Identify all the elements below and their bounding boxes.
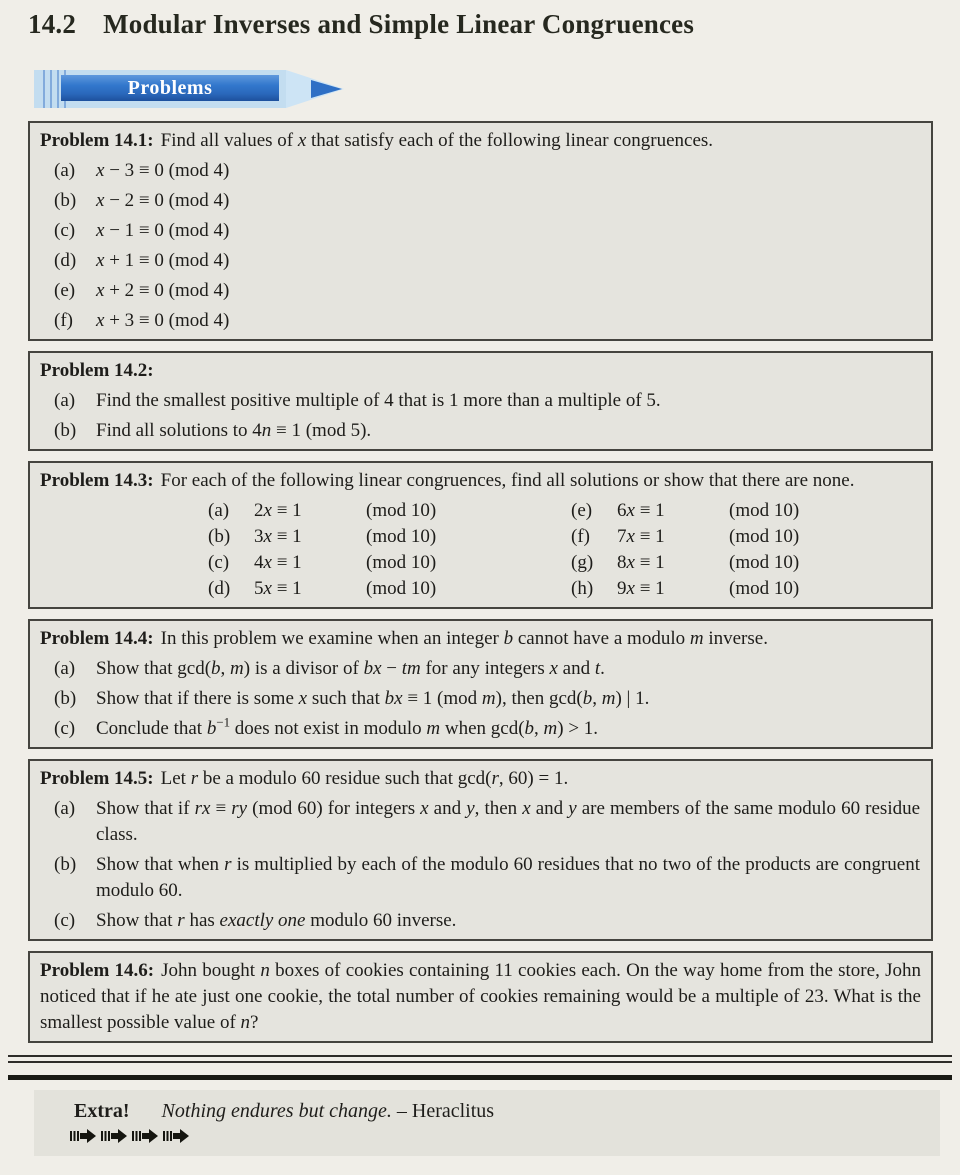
problem-items [40,388,921,444]
item-text: x + 2 ≡ 0 (mod 4) [96,280,230,301]
problem-item [54,278,921,304]
item-text: Show that gcd(b, m) is a divisor of bx − tm for any integers x and t. [96,658,605,679]
problem-item [54,388,921,414]
congruence-tag: (g) [571,552,594,573]
problem-intro: John bought n boxes of cookies containing 11 cookies each. On the way home from the store, John noticed that if he ate just one cookie, the total number of cookies remaining would be a multiple of 23. What is the smallest possible value of n? [40,960,921,1033]
problem-intro: Find all values of x that satisfy each of the following linear congruences. [160,130,714,151]
problem-item [54,716,921,742]
congruence-equation: 3x ≡ 1 [254,526,302,547]
pencil-tip-icon [311,80,342,98]
item-tag: (d) [54,250,77,271]
problem-item [54,308,921,334]
extra-section [34,1090,940,1156]
problem-item [54,418,921,444]
extra-label: Extra! [74,1100,130,1122]
item-text: Show that r has exactly one modulo 60 inverse. [96,910,457,931]
congruence-equation: 6x ≡ 1 [617,500,665,521]
section-number: 14.2 [28,9,77,39]
problem-box-14-3 [28,461,933,609]
congruence-equation: 7x ≡ 1 [617,526,665,547]
item-tag: (a) [54,658,76,679]
congruence-mod: (mod 10) [729,500,800,521]
congruence-equation: 5x ≡ 1 [254,578,302,599]
problem-label: Problem 14.3: [40,470,154,491]
congruence-grid [208,499,921,600]
problem-statement [40,958,921,1036]
extra-quote: Nothing endures but change. – Heraclitus [161,1100,495,1122]
thick-rule [8,1075,952,1080]
problem-intro: Let r be a modulo 60 residue such that gcd(r, 60) = 1. [160,768,569,789]
problem-items [40,796,921,934]
congruence-mod: (mod 10) [729,526,800,547]
problem-box-14-2 [28,351,933,451]
problems-banner [34,67,346,111]
problem-label: Problem 14.6: [40,960,155,981]
item-tag: (c) [54,220,76,241]
item-tag: (f) [54,310,73,331]
item-text: x − 3 ≡ 0 (mod 4) [96,160,230,181]
congruence-mod: (mod 10) [366,552,437,573]
problem-statement [40,358,921,384]
item-text: Show that if there is some x such that bx ≡ 1 (mod m), then gcd(b, m) | 1. [96,688,650,709]
problem-statement [40,766,921,792]
congruence-equation: 2x ≡ 1 [254,500,302,521]
problem-intro: In this problem we examine when an integer b cannot have a modulo m inverse. [160,628,768,649]
problem-statement [40,626,921,652]
problem-item [54,796,921,848]
item-text: Conclude that $b^{-1}$ does not exist in modulo m when gcd(b, m) > 1. [96,714,599,739]
problem-box-14-1 [28,121,933,341]
section-heading [0,0,960,40]
problem-label: Problem 14.2: [40,360,154,381]
item-tag: (c) [54,718,76,739]
problem-statement [40,128,921,154]
congruence-tag: (e) [571,500,593,521]
item-text: x − 2 ≡ 0 (mod 4) [96,190,230,211]
congruence-tag: (h) [571,578,594,599]
congruence-equation: 9x ≡ 1 [617,578,665,599]
section-title: Modular Inverses and Simple Linear Congruences [103,9,695,39]
problem-item [54,852,921,904]
problem-item [54,908,921,934]
problem-item [54,218,921,244]
item-tag: (a) [54,390,76,411]
item-text: Show that when r is multiplied by each of the modulo 60 residues that no two of the products are congruent modulo 60. [96,854,920,901]
item-tag: (b) [54,854,77,875]
problem-items [40,158,921,334]
problem-item [54,656,921,682]
congruence-mod: (mod 10) [729,578,800,599]
item-tag: (b) [54,420,77,441]
item-text: x + 1 ≡ 0 (mod 4) [96,250,230,271]
problem-item [54,686,921,712]
congruence-tag: (a) [208,500,230,521]
problem-label: Problem 14.4: [40,628,154,649]
congruence-tag: (c) [208,552,230,573]
item-text: Show that if rx ≡ ry (mod 60) for integers x and y, then x and y are members of the same modulo 60 residue class. [96,798,921,845]
item-text: x + 3 ≡ 0 (mod 4) [96,310,230,331]
fast-forward-arrows-icon [70,1128,924,1144]
problem-label: Problem 14.1: [40,130,154,151]
item-tag: (b) [54,190,77,211]
problem-item [54,248,921,274]
item-text: Find all solutions to 4n ≡ 1 (mod 5). [96,420,372,441]
item-tag: (a) [54,160,76,181]
item-tag: (a) [54,798,76,819]
congruence-equation: 8x ≡ 1 [617,552,665,573]
double-rule [8,1055,952,1063]
congruence-tag: (b) [208,526,231,547]
congruence-mod: (mod 10) [366,578,437,599]
problem-box-14-6 [28,951,933,1043]
item-text: x − 1 ≡ 0 (mod 4) [96,220,230,241]
problem-item [54,158,921,184]
problem-intro: For each of the following linear congruences, find all solutions or show that there are none. [160,470,855,491]
problem-items [40,656,921,742]
congruence-mod: (mod 10) [729,552,800,573]
congruence-equation: 4x ≡ 1 [254,552,302,573]
congruence-mod: (mod 10) [366,500,437,521]
problems-banner-label: Problems [61,75,279,101]
problem-box-14-5 [28,759,933,941]
item-tag: (e) [54,280,76,301]
item-tag: (b) [54,688,77,709]
congruence-tag: (d) [208,578,231,599]
item-text: Find the smallest positive multiple of 4 that is 1 more than a multiple of 5. [96,390,661,411]
problem-label: Problem 14.5: [40,768,154,789]
congruence-mod: (mod 10) [366,526,437,547]
congruence-tag: (f) [571,526,590,547]
problem-statement [40,468,921,494]
problem-box-14-4 [28,619,933,749]
extra-row [74,1099,924,1123]
problem-item [54,188,921,214]
item-tag: (c) [54,910,76,931]
